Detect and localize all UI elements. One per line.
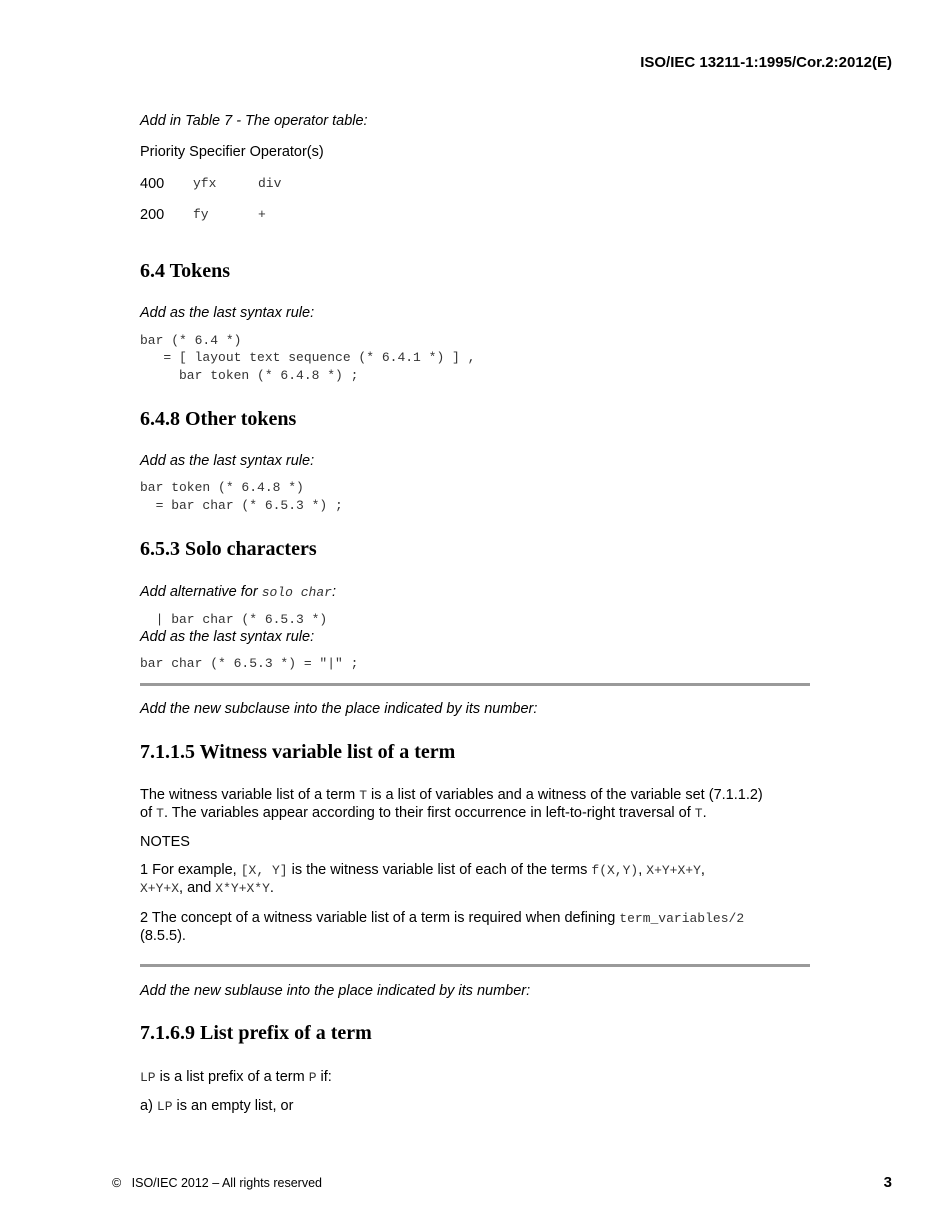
text: , and	[179, 880, 216, 896]
note-line	[140, 861, 705, 879]
code-text: P	[308, 1070, 317, 1085]
code-text: LP	[140, 1070, 156, 1085]
section-heading: 6.4 Tokens	[140, 260, 231, 282]
text: .	[702, 805, 707, 821]
code-text: X+Y+X+Y	[646, 863, 701, 878]
operator: div	[258, 176, 282, 191]
text: . The variables appear according to their first occurrence in left-to-right traversal of	[163, 805, 695, 821]
code-text: term_variables/2	[619, 911, 745, 926]
text: 2 The concept of a witness variable list of a term is required when defining	[140, 910, 620, 926]
text: if:	[316, 1069, 332, 1085]
paragraph-line	[140, 1068, 332, 1086]
paragraph-line	[140, 1097, 293, 1115]
text: 1 For example,	[140, 862, 241, 878]
instruction	[140, 583, 336, 601]
operator: +	[258, 207, 266, 222]
priority: 400	[140, 176, 165, 192]
page-number: 3	[883, 1174, 892, 1191]
text: :	[331, 584, 336, 600]
document-id: ISO/IEC 13211-1:1995/Cor.2:2012(E)	[640, 54, 892, 71]
code-line: | bar char (* 6.5.3 *)	[140, 612, 328, 627]
code-text: T	[359, 788, 368, 803]
copyright: © ISO/IEC 2012 – All rights reserved	[112, 1176, 322, 1190]
code-line: = [ layout text sequence (* 6.4.1 *) ] ,	[140, 350, 476, 365]
text: Add alternative for	[140, 584, 262, 600]
code-text: LP	[156, 1099, 173, 1114]
code-line: = bar char (* 6.5.3 *) ;	[140, 498, 343, 513]
instruction: Add the new subclause into the place indicated by its number:	[140, 701, 538, 717]
code-text: T	[156, 806, 164, 821]
note-line	[140, 879, 274, 897]
notes-label: NOTES	[140, 834, 190, 850]
text: ,	[638, 862, 647, 878]
section-heading: 7.1.6.9 List prefix of a term	[140, 1022, 372, 1044]
note-line: (8.5.5).	[140, 928, 186, 944]
code-text: solo char	[261, 585, 332, 600]
code-text: X+Y+X	[140, 881, 180, 896]
divider	[140, 683, 810, 686]
text: ,	[700, 862, 705, 878]
code-text: X*Y+X*Y	[215, 881, 270, 896]
text: is the witness variable list of each of the terms	[287, 862, 592, 878]
table-columns: Priority Specifier Operator(s)	[140, 144, 324, 160]
text: is an empty list, or	[172, 1098, 294, 1114]
instruction: Add as the last syntax rule:	[140, 453, 315, 469]
code-line: bar char (* 6.5.3 *) = "|" ;	[140, 656, 359, 671]
specifier: fy	[193, 207, 209, 222]
paragraph-line	[140, 804, 707, 822]
code-line: bar token (* 6.4.8 *) ;	[140, 368, 359, 383]
note-line	[140, 909, 744, 927]
text: is a list prefix of a term	[155, 1069, 309, 1085]
section-heading: 7.1.1.5 Witness variable list of a term	[140, 741, 456, 763]
paragraph-line	[140, 786, 763, 804]
section-heading: 6.5.3 Solo characters	[140, 538, 317, 560]
text: .	[269, 880, 274, 896]
text: is a list of variables and a witness of the variable set (7.1.1.2)	[367, 787, 763, 803]
text: The witness variable list of a term	[140, 787, 360, 803]
divider	[140, 964, 810, 967]
instruction: Add the new sublause into the place indicated by its number:	[140, 983, 531, 999]
instruction: Add as the last syntax rule:	[140, 305, 315, 321]
code-text: f(X,Y)	[591, 863, 639, 878]
section-heading: 6.4.8 Other tokens	[140, 408, 297, 430]
priority: 200	[140, 207, 165, 223]
instruction: Add as the last syntax rule:	[140, 629, 315, 645]
text: a)	[140, 1098, 157, 1114]
code-text: [X, Y]	[240, 863, 288, 878]
table-intro: Add in Table 7 - The operator table:	[140, 113, 368, 129]
code-line: bar token (* 6.4.8 *)	[140, 480, 304, 495]
code-line: bar (* 6.4 *)	[140, 333, 242, 348]
code-text: T	[694, 806, 703, 821]
specifier: yfx	[193, 176, 217, 191]
text: of	[140, 805, 157, 821]
